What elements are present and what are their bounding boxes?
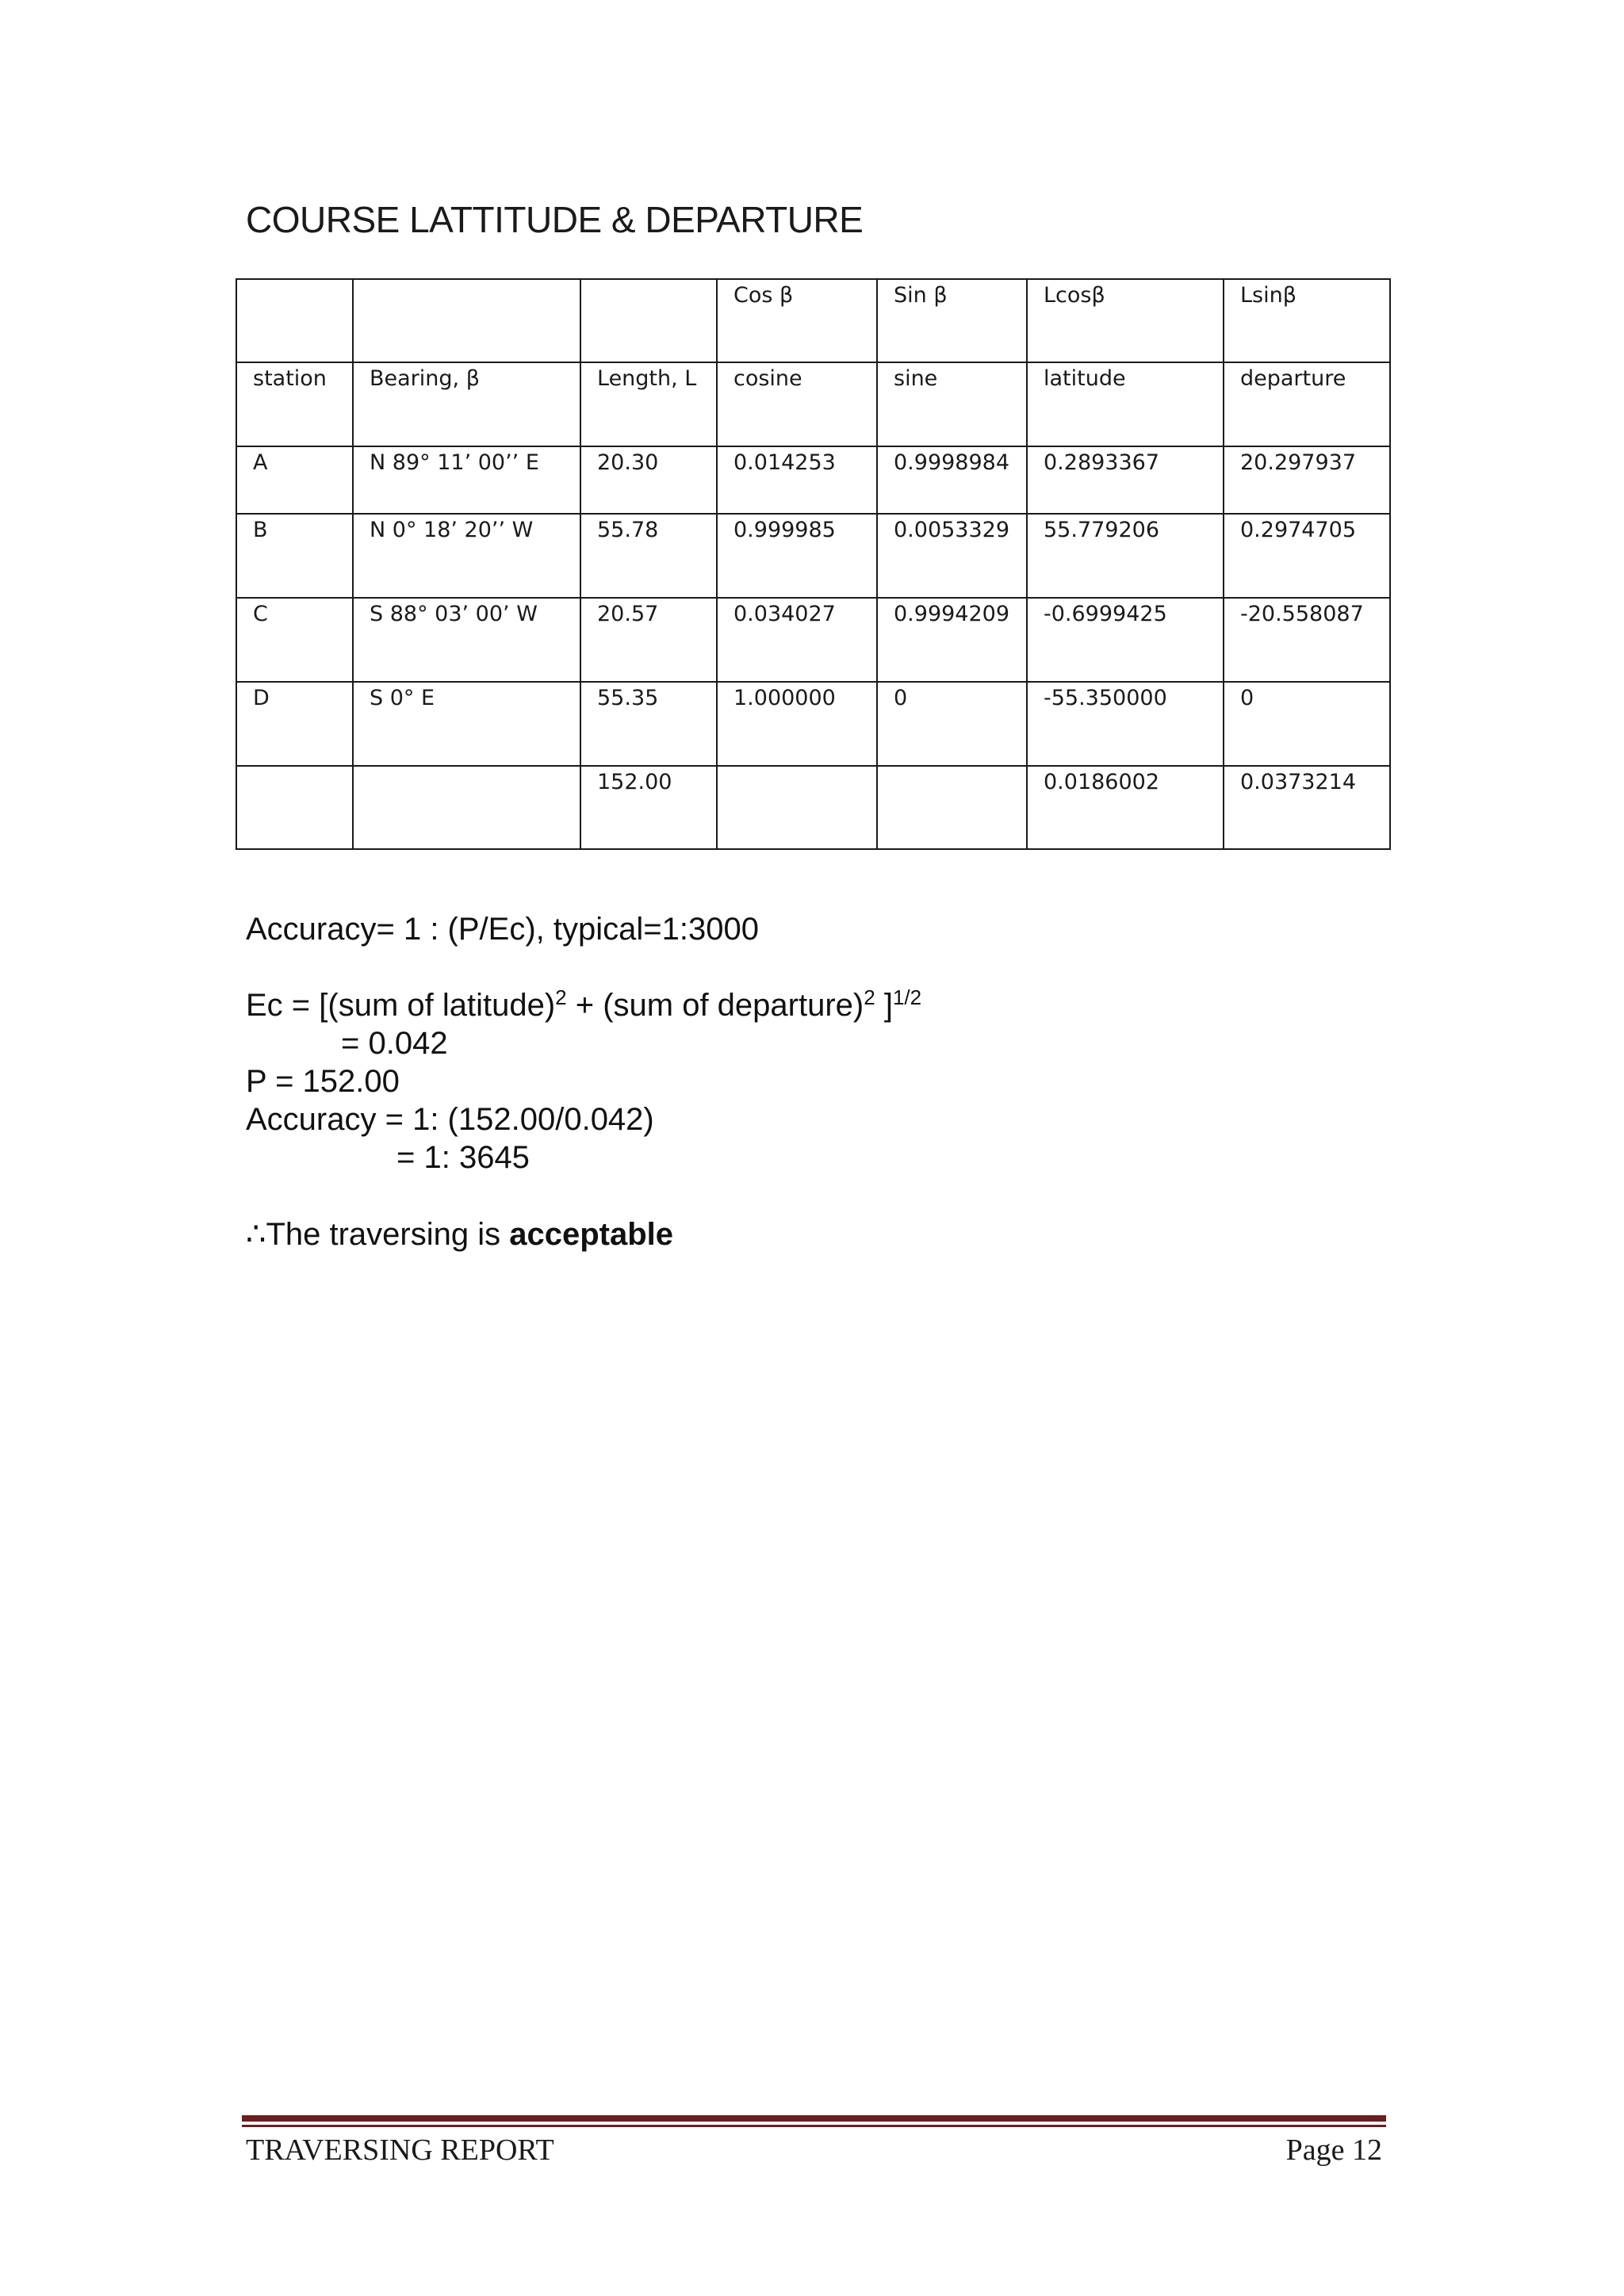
footer-rule-thin <box>242 2125 1386 2127</box>
table-cell: 20.57 <box>580 598 717 682</box>
table-cell: 0.9998984 <box>877 446 1027 514</box>
ec-sup-1: 2 <box>555 985 567 1009</box>
table-cell: N 89° 11’ 00’’ E <box>353 446 580 514</box>
table-cell: station <box>236 362 353 446</box>
ec-sup-2: 2 <box>864 985 875 1009</box>
table-row <box>236 682 1390 766</box>
table-cell <box>877 766 1027 849</box>
table-cell: 0.0053329 <box>877 514 1027 598</box>
latitude-departure-table <box>236 278 1391 850</box>
table-cell: 55.35 <box>580 682 717 766</box>
accuracy-definition: Accuracy= 1 : (P/Ec), typical=1:3000 <box>246 912 759 947</box>
table-cell: Bearing, β <box>353 362 580 446</box>
table-cell: -20.558087 <box>1224 598 1390 682</box>
table-cell: D <box>236 682 353 766</box>
ec-end: ] <box>875 988 893 1023</box>
table-cell: departure <box>1224 362 1390 446</box>
table-cell <box>236 766 353 849</box>
table-cell: 0.999985 <box>717 514 877 598</box>
accuracy-calculation: Accuracy = 1: (152.00/0.042) <box>246 1102 654 1137</box>
table-cell: 20.297937 <box>1224 446 1390 514</box>
table-cell: -0.6999425 <box>1027 598 1224 682</box>
table-cell: 152.00 <box>580 766 717 849</box>
footer-title: TRAVERSING REPORT <box>246 2133 554 2167</box>
ec-value: = 0.042 <box>341 1026 448 1061</box>
table-cell: 55.78 <box>580 514 717 598</box>
table-header-row <box>236 279 1390 362</box>
footer-page-number: Page 12 <box>1285 2133 1382 2167</box>
table-cell: 1.000000 <box>717 682 877 766</box>
table-cell <box>717 766 877 849</box>
table-cell: Lsinβ <box>1224 279 1390 362</box>
page-title: COURSE LATTITUDE & DEPARTURE <box>246 199 864 240</box>
table-cell: 0.2974705 <box>1224 514 1390 598</box>
table-cell: A <box>236 446 353 514</box>
table-cell: 0.9994209 <box>877 598 1027 682</box>
table-cell: 0.2893367 <box>1027 446 1224 514</box>
table-cell <box>236 279 353 362</box>
table-cell: 55.779206 <box>1027 514 1224 598</box>
table-header-row <box>236 362 1390 446</box>
table-cell: Length, L <box>580 362 717 446</box>
accuracy-result: = 1: 3645 <box>396 1140 530 1175</box>
table-cell: B <box>236 514 353 598</box>
table-cell: 0.034027 <box>717 598 877 682</box>
table-cell <box>580 279 717 362</box>
table-cell <box>353 766 580 849</box>
perimeter-line: P = 152.00 <box>246 1064 400 1099</box>
table-cell: cosine <box>717 362 877 446</box>
table-cell: 0.014253 <box>717 446 877 514</box>
table-cell: 0.0186002 <box>1027 766 1224 849</box>
conclusion <box>246 1216 673 1253</box>
table-cell: S 88° 03’ 00’ W <box>353 598 580 682</box>
table-cell: 0 <box>877 682 1027 766</box>
table-cell: Sin β <box>877 279 1027 362</box>
table-row <box>236 514 1390 598</box>
footer-rule-thick <box>242 2115 1386 2122</box>
table-cell: 20.30 <box>580 446 717 514</box>
table-cell: S 0° E <box>353 682 580 766</box>
table-cell: -55.350000 <box>1027 682 1224 766</box>
table-cell: N 0° 18’ 20’’ W <box>353 514 580 598</box>
ec-mid: + (sum of departure) <box>566 988 864 1023</box>
table-cell: Cos β <box>717 279 877 362</box>
ec-sup-3: 1/2 <box>892 985 922 1009</box>
table-cell: latitude <box>1027 362 1224 446</box>
table-cell: Lcosβ <box>1027 279 1224 362</box>
table-row <box>236 766 1390 849</box>
ec-formula <box>246 985 922 1024</box>
ec-prefix: Ec = [(sum of latitude) <box>246 988 556 1023</box>
table-cell <box>353 279 580 362</box>
conclusion-text: ∴The traversing is <box>246 1217 510 1252</box>
table-cell: C <box>236 598 353 682</box>
table-cell: 0.0373214 <box>1224 766 1390 849</box>
table-cell: 0 <box>1224 682 1390 766</box>
table-row <box>236 598 1390 682</box>
conclusion-emphasis: acceptable <box>509 1217 674 1252</box>
table-row <box>236 446 1390 514</box>
table-cell: sine <box>877 362 1027 446</box>
